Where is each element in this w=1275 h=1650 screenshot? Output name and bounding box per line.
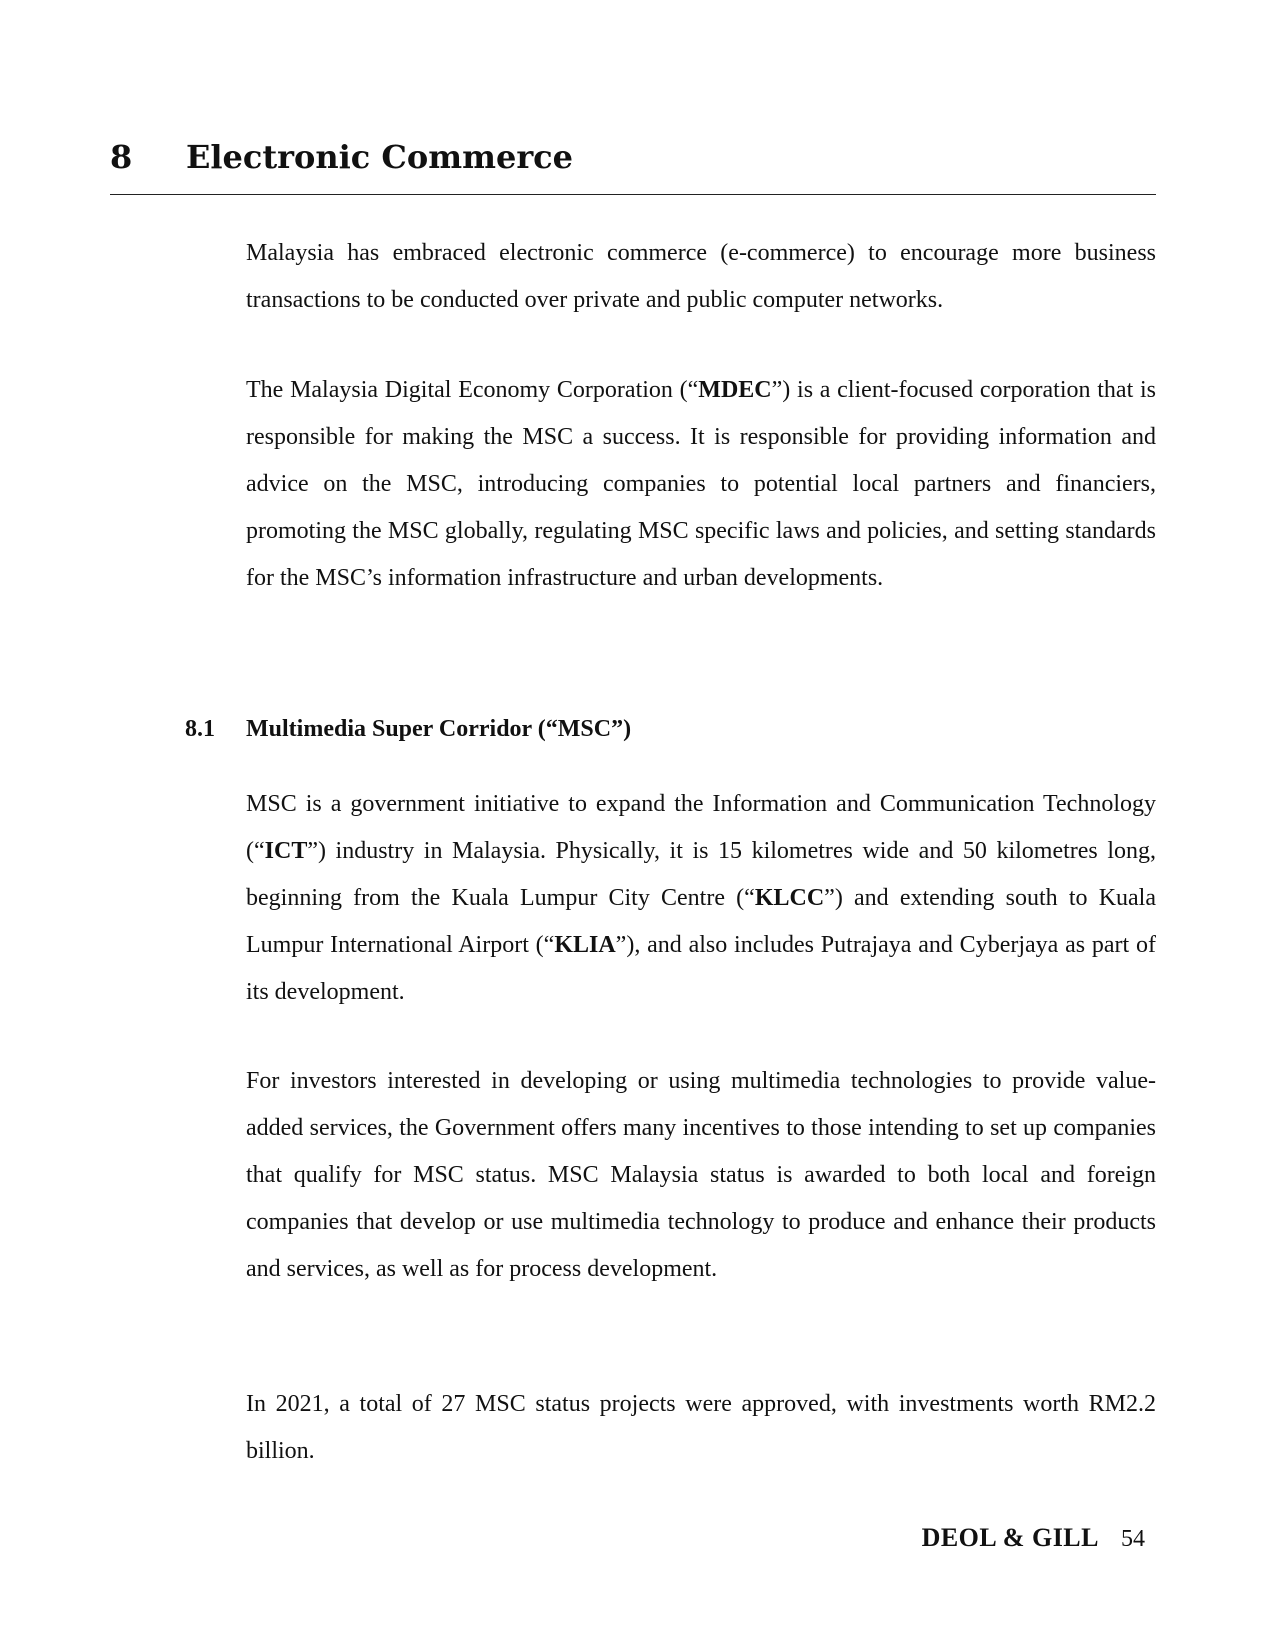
mdec-text-after: ”) is a client-focused corporation that is responsible for making the MSC a success. It is responsible for providing information and advice on the MSC, introducing companies to potential local partners and financiers, promoting the MSC globally, regulating MSC specific laws and policies, and setting standards for the MSC’s information infrastructure and urban developments. — [246, 377, 1156, 591]
msc-text-part1: MSC is a government initiative to expand the Information and Communication Technology (“ — [246, 791, 1156, 864]
paragraph-intro: Malaysia has embraced electronic commerce (e-commerce) to encourage more business transactions to be conducted over private and public computer networks. — [246, 240, 1156, 313]
footer-firm-name: DEOL & GILL — [921, 1523, 1099, 1552]
paragraph-stats: In 2021, a total of 27 MSC status projects were approved, with investments worth RM2.2 billion. — [246, 1391, 1156, 1464]
msc-text-part2: ”) industry in Malaysia. Physically, it is 15 kilometres wide and 50 kilometres long, beginning from the Kuala Lumpur City Centre (“ — [246, 838, 1156, 911]
msc-defined-term-ict: ICT — [264, 838, 308, 864]
mdec-defined-term: MDEC — [698, 377, 772, 403]
chapter-heading — [110, 132, 1156, 182]
page-number: 54 — [1121, 1526, 1145, 1552]
mdec-text-before: The Malaysia Digital Economy Corporation (“ — [246, 377, 699, 403]
msc-text-part4: ”), and also includes Putrajaya and Cyberjaya as part of its development. — [246, 932, 1156, 1005]
section-number: 8.1 — [185, 716, 215, 742]
chapter-title: Electronic Commerce — [186, 138, 574, 176]
paragraph-investors: For investors interested in developing or using multimedia technologies to provide value-added services, the Government offers many incentives to those intending to set up companies that qualify for MSC status. MSC Malaysia status is awarded to both local and foreign companies that develop or use multimedia technology to produce and enhance their products and services, as well as for process development. — [246, 1068, 1156, 1282]
page-footer — [922, 1518, 1145, 1558]
section-heading — [185, 706, 1156, 753]
msc-defined-term-klcc: KLCC — [754, 885, 825, 911]
heading-divider — [110, 194, 1156, 195]
chapter-number: 8 — [110, 138, 133, 176]
msc-text-part3: ”) and extending south to Kuala Lumpur International Airport (“ — [246, 885, 1157, 958]
section-title: Multimedia Super Corridor (“MSC”) — [246, 716, 632, 742]
paragraph-mdec — [246, 367, 1156, 602]
msc-defined-term-klia: KLIA — [554, 932, 616, 958]
paragraph-msc — [246, 781, 1156, 1016]
